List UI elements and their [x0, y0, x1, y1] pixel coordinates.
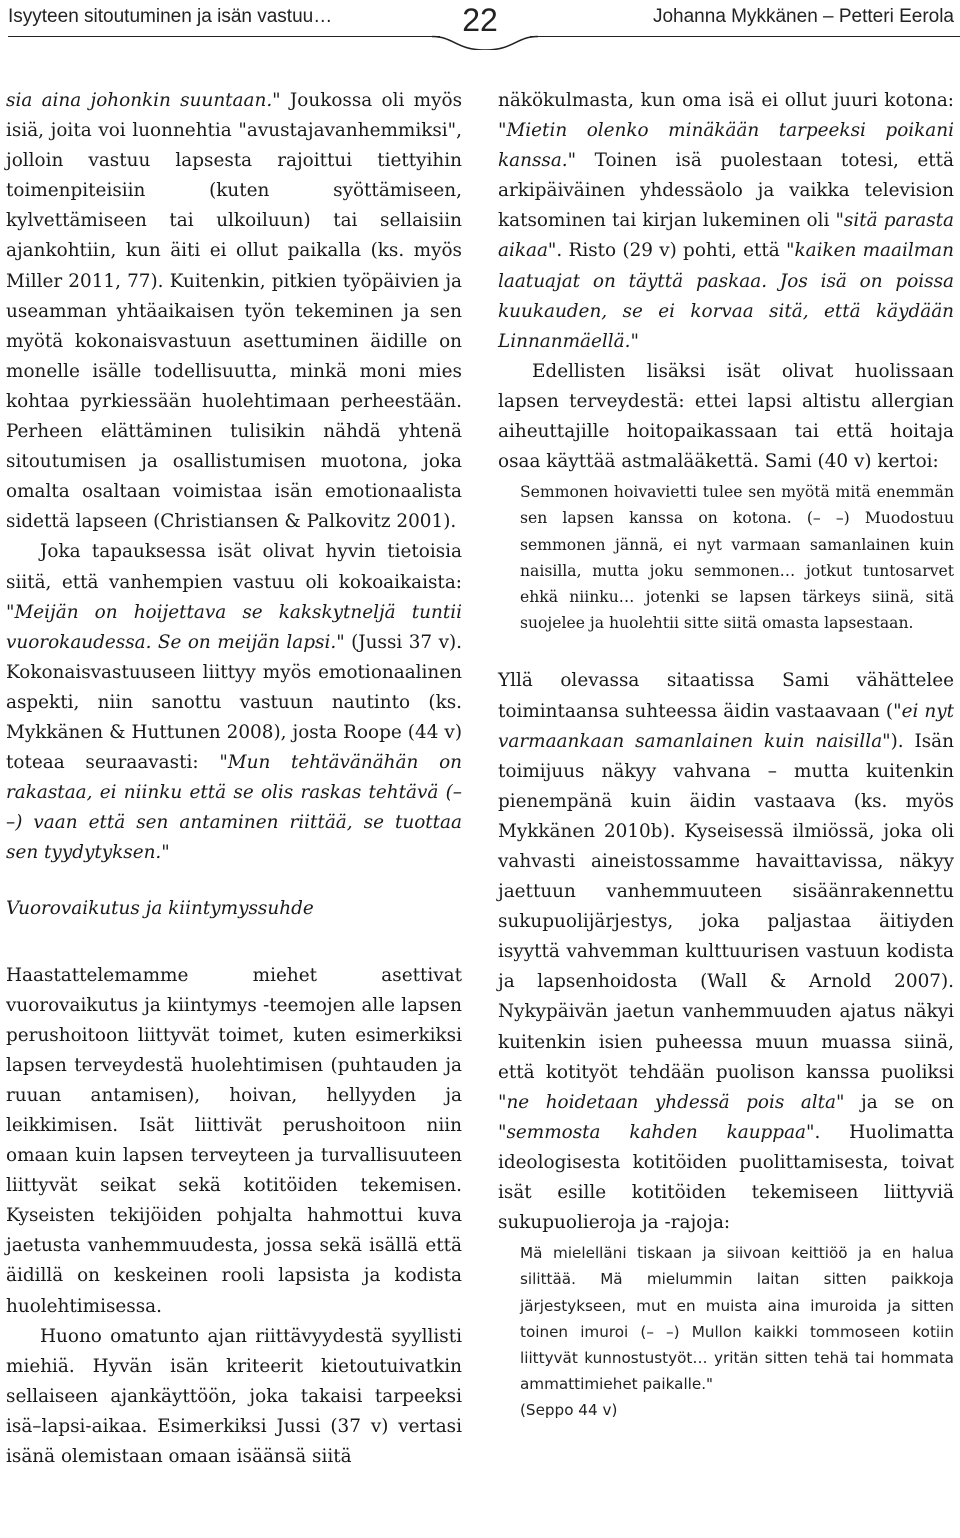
right-column: [498, 86, 954, 1432]
header-rule-right: [530, 36, 960, 37]
text-fragment: Joukossa oli myös isiä, joita voi luonnehtia "avustajavanhemmiksi", jolloin vastuu lapsesta rajoittui tiettyihin toimenpiteisiin (kuten syöttämiseen, kylvettämiseen tai ulkoiluun) tai sellaisiin ajankohtiin, kun äiti ei ollut paikalla (ks. myös Miller 2011, 77). Kuitenkin, pitkien työpäivien ja useamman yhtäaikaisen työn tekeminen ja sen myötä kokonaisvastuun asettuminen äidille on monelle isälle todellisuutta, minkä moni mies kohtaa pyrkiessään huolehtimaan perheestään. Perheen elättäminen tulisikin nähdä yhtenä sitoutumisen ja osallistumisen muotona, joka omalta osaltaan voimistaa isän emotionaalista sidettä lapseen (Christiansen & Palkovitz 2001).: [6, 90, 463, 533]
quote-fragment: "ne hoidetaan yhdessä pois alta": [498, 1091, 845, 1113]
paragraph: [498, 86, 954, 357]
page-number: 22: [462, 2, 498, 38]
page-header: [0, 0, 960, 48]
section-subheading: Vuorovaikutus ja kiintymyssuhde: [6, 898, 314, 920]
paragraph: Haastattelemamme miehet asettivat vuorovaikutus ja kiintymys -teemojen alle lapsen perushoitoon liittyvät toimet, kuten esimerkiksi lapsen terveydestä huolehtimisen (puhtauden ja ruuan antamisen), hoivan, hellyyden ja leikkimisen. Isät liittivät perushoitoon niin omaan kuin lapsen terveyteen ja turvallisuuteen liittyvät seikat sekä kotitöiden tekemisen. Kyseisten tekijöiden pohjalta hahmottui kuva jaetusta vanhemmuudesta, jossa sekä isällä että äidillä on keskeinen rooli lapsista ja kodista huolehtimisessa.: [6, 964, 462, 1317]
quote-attribution: (Seppo 44 v): [520, 1401, 618, 1420]
left-column: [6, 86, 462, 1472]
block-quote: [498, 1240, 954, 1423]
paragraph: Huono omatunto ajan riittävyydestä syyllisti miehiä. Hyvän isän kriteerit kietoutuivatkin sellaiseen ajankäyttöön, joka takaisi tarpeeksi isä–lapsi-aikaa. Esimerkiksi Jussi (37 v) vertasi isänä olemistaan omaan isäänsä siitä: [6, 1325, 462, 1468]
text-fragment: . Risto (29 v) pohti, että: [556, 240, 787, 262]
text-fragment: . Huolimatta ideologisesta kotitöiden puolittamisesta, toivat isät esille kotitöiden tekemiseen liittyviä sukupuolieroja ja -rajoja:: [498, 1121, 955, 1234]
paragraph: Edellisten lisäksi isät olivat huolissaan lapsen terveydestä: ettei lapsi altistu allergian aiheuttajille hoitopaikassaan tai että hoitaja osaa käyttää astmalääkettä. Sami (40 v) kertoi:: [498, 360, 954, 473]
text-fragment: ja se on: [844, 1091, 954, 1113]
header-rule-left: [8, 36, 440, 37]
running-authors: Johanna Mykkänen – Petteri Eerola: [652, 6, 954, 27]
quote-fragment: "ei nyt varmaankaan samanlainen kuin naisilla": [498, 700, 954, 752]
running-title: Isyyteen sitoutuminen ja isän vastuu…: [8, 6, 333, 27]
paragraph: [6, 537, 462, 868]
text-fragment: näkökulmasta, kun oma isä ei ollut juuri kotona:: [498, 90, 954, 111]
quote-fragment: "kaiken maailman laatuajat on täyttä paskaa. Jos isä on poissa kuukauden, se ei korvaa sitä, että käydään Linnanmäellä.": [498, 240, 954, 352]
text-fragment: Yllä olevassa sitaatissa Sami vähättelee toimintaansa suhteessa äidin vastaavaan (: [498, 670, 954, 722]
text-fragment: (Jussi 37 v). Kokonaisvastuuseen liittyy myös emotionaalinen aspekti, niin sanottu vastuun nautinto (ks. Mykkänen & Huttunen 2008), josta Roope (44 v) toteaa seuraavasti:: [6, 631, 462, 774]
quote-fragment: "Mun tehtävänähän on rakastaa, ei niinku että se olis raskas tehtävä (– –) vaan että sen antaminen riittää, se tuottaa sen tyydytyksen.": [6, 752, 462, 864]
block-quote: Semmonen hoivavietti tulee sen myötä mitä enemmän sen lapsen kanssa on kotona. (– –) Muodostuu semmonen jännä, ei nyt varmaan samanlainen kuin naisilla, mutta joku semmonen… jotkut tuntosarvet ehkä niinku… jotenki se lapsen tärkeys siinä, sitä suojelee ja huolehtii sitte siitä omasta lapsestaan.: [520, 483, 954, 633]
text-fragment: ). Isän toimijuus näkyy vahvana – mutta kuitenkin pienempänä kuin äidin vastaava (ks. myös Mykkänen 2010b). Kyseisessä ilmiössä, joka oli vahvasti aineistossamme havaittavissa, näkyy jaettuun vanhemmuuteen sisäänrakennettu sukupuolijärjestys, joka paljastaa äitiyden isyyttä vahvemman kulttuurisen vastuun kodista ja lapsenhoidosta (Wall & Arnold 2007). Nykypäivän jaetun vanhemmuuden ajatus näkyi kuitenkin isien puheessa muun muassa siinä, että kotityöt tehdään puolison kanssa puoliksi: [498, 730, 954, 1083]
text-fragment: Toinen isä puolestaan totesi, että arkipäiväinen yhdessäolo ja vaikka television katsominen tai kirjan lukeminen oli: [498, 150, 954, 232]
quote-fragment: "Meijän on hoijettava se kakskytneljä tuntii vuorokaudessa. Se on meijän lapsi.": [6, 601, 462, 653]
quote-fragment: "semmosta kahden kauppaa": [498, 1121, 815, 1143]
paragraph: [6, 86, 462, 537]
text-fragment: Joka tapauksessa isät olivat hyvin tietoisia siitä, että vanhempien vastuu oli kokoaikaista:: [6, 541, 462, 593]
paragraph: [498, 666, 954, 1238]
quote-text: Mä mielelläni tiskaan ja siivoan keittiöö ja en halua silittää. Mä mielummin laitan sitten paikkoja järjestykseen, mut en muista aina imuroida ja sitten toinen imuroi (– –) Mullon kaikki tommoseen kotiin liittyvät kunnostustyöt… yritän sitten tehä tai hommata ammattimiehet paikalle.": [520, 1244, 954, 1394]
quote-fragment: "sitä parasta aikaa": [498, 210, 954, 262]
quote-fragment: sia aina johonkin suuntaan.": [6, 90, 281, 111]
quote-fragment: "Mietin olenko minäkään tarpeeksi poikani kanssa.": [498, 120, 954, 172]
